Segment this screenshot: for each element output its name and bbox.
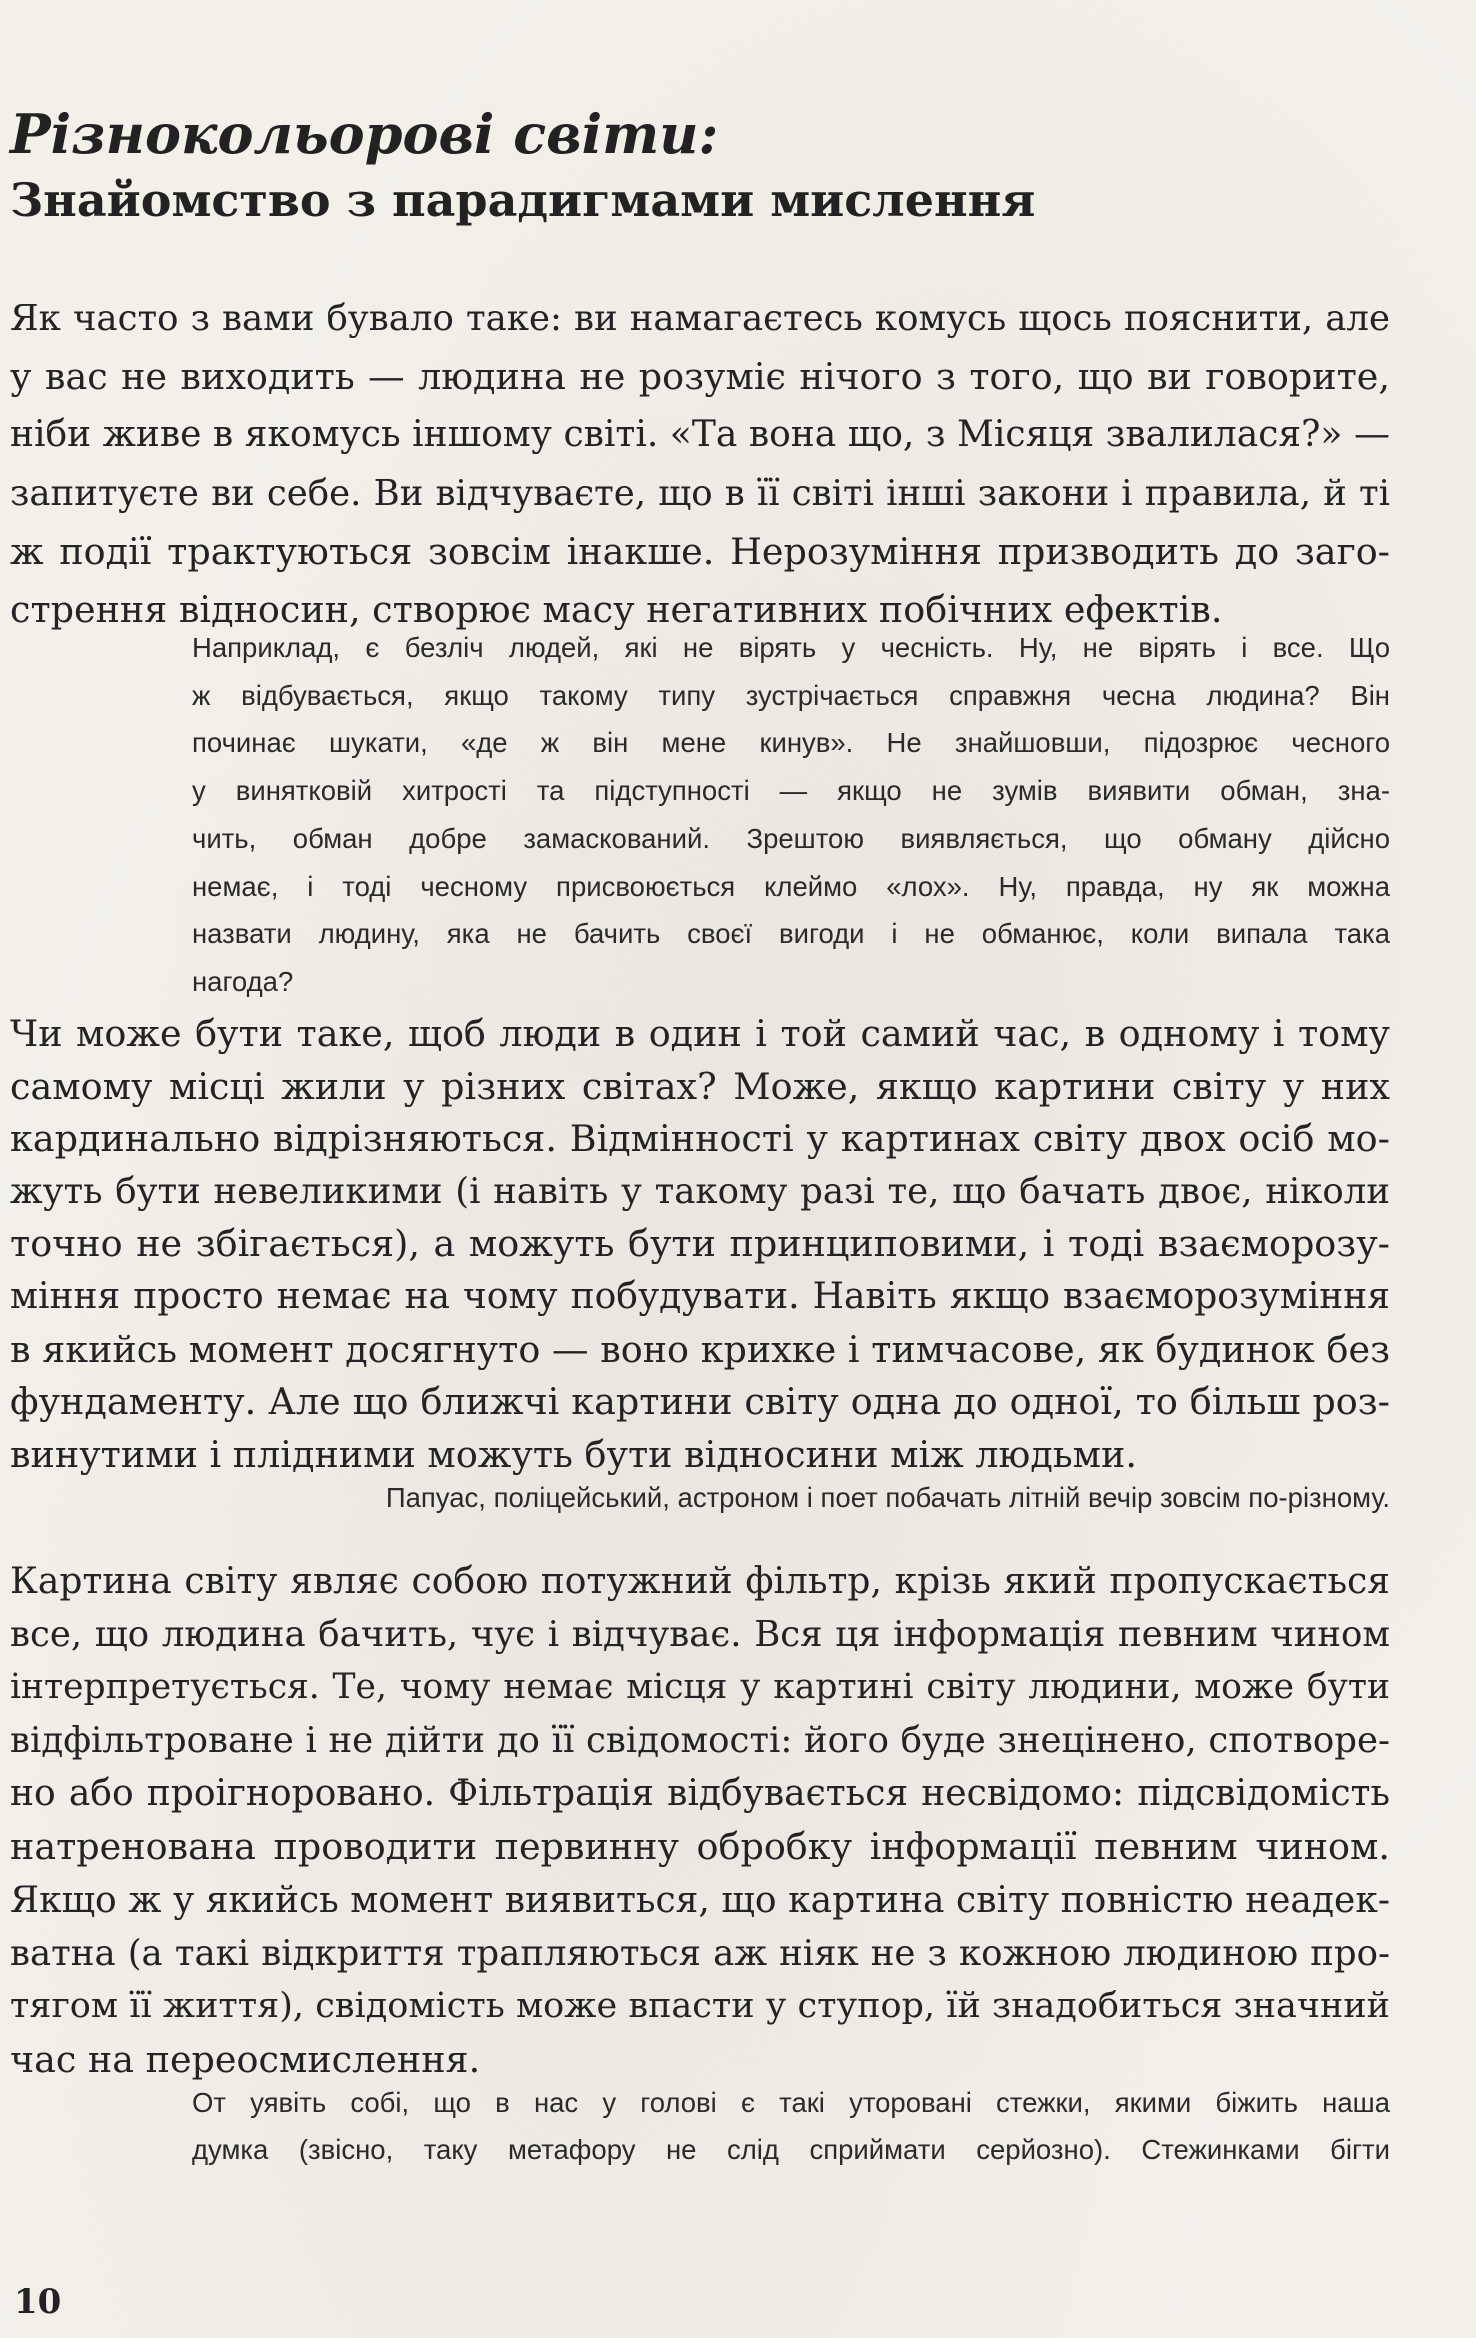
text-line: Картина світу являє собою потужний фільтр, крізь який пропускається	[10, 1561, 1390, 1602]
text-line: натренована проводити первинну обробку інформації певним чином.	[10, 1825, 1390, 1869]
quote-line: нагода?	[192, 965, 294, 997]
text-line: винутими і плідними можуть бути відносини між людьми.	[10, 1432, 1137, 1476]
text-line: все, що людина бачить, чує і відчуває. Вся ця інформація певним чином	[10, 1614, 1390, 1656]
text-line: ніби живе в якомусь іншому світі. «Та вона що, з Місяця звалилася?» —	[10, 414, 1390, 456]
text-line: точно не збігається), а можуть бути принциповими, і тоді взаєморозу-	[10, 1222, 1390, 1266]
metaphor-quote	[192, 2079, 1390, 2173]
text-line: Чи може бути таке, щоб люди в один і той самий час, в одному і тому	[10, 1012, 1390, 1055]
chapter-title-italic: Різнокольорові світи:	[10, 102, 719, 166]
text-line: кардинально відрізняються. Відмінності у картинах світу двох осіб мо-	[10, 1117, 1390, 1161]
quote-line: ж відбувається, якщо такому типу зустрічається справжня чесна людина? Він	[192, 679, 1390, 711]
text-line: міння просто немає на чому побудувати. Навіть якщо взаєморозуміння	[10, 1275, 1390, 1317]
side-note: Папуас, поліцейський, астроном і поет побачать літній вечір зовсім по-різному.	[385, 1482, 1390, 1513]
text-line: Якщо ж у якийсь момент виявиться, що картина світу повністю неадек-	[10, 1879, 1390, 1921]
text-line: тягом її життя), свідомість може впасти у ступор, їй знадобиться значний	[10, 1985, 1390, 2026]
text-line: в якийсь момент досягнуто — воно крихке і тимчасове, як будинок без	[10, 1327, 1390, 1371]
quote-line: починає шукати, «де ж він мене кинув». Не знайшовши, підозрює чесного	[192, 727, 1390, 759]
quote-line: думка (звісно, таку метафору не слід сприймати серйозно). Стежинками бігти	[192, 2134, 1390, 2165]
quote-line: немає, і тоді чесному присвоюється клеймо «лох». Ну, правда, ну як можна	[192, 870, 1390, 902]
chapter-title-main: Знайомство з парадигмами мислення	[10, 173, 1036, 227]
page-number: 10	[14, 2282, 62, 2322]
quote-line: чить, обман добре замаскований. Зрештою виявляється, що обману дійсно	[192, 822, 1390, 854]
text-line: самому місці жили у різних світах? Може, якщо картини світу у них	[10, 1064, 1390, 1108]
text-line: ж події трактуються зовсім інакше. Нерозуміння призводить до заго-	[10, 529, 1390, 573]
quote-line: От уявіть собі, що в нас у голові є такі уторовані стежки, якими біжить наша	[192, 2087, 1390, 2118]
text-line: у вас не виходить — людина не розуміє нічого з того, що ви говорите,	[10, 355, 1390, 399]
text-line: інтерпретується. Те, чому немає місця у картині світу людини, може бути	[10, 1667, 1390, 1708]
paragraph-worlds	[10, 1008, 1390, 1481]
example-quote	[192, 624, 1390, 1006]
text-line: Як часто з вами бувало таке: ви намагаєтесь комусь щось пояснити, але	[10, 298, 1390, 339]
paragraph-filter	[10, 1555, 1390, 2086]
quote-line: у винятковій хитрості та підступності — якщо не зумів виявити обман, зна-	[192, 775, 1390, 807]
paragraph-intro	[10, 290, 1390, 639]
text-line: відфільтроване і не дійти до її свідомості: його буде знецінено, спотворе-	[10, 1720, 1390, 1762]
text-line: запитуєте ви себе. Ви відчуваєте, що в її світі інші закони і правила, й ті	[10, 472, 1390, 514]
text-line: час на переосмислення.	[10, 2037, 481, 2081]
text-line: но або проігноровано. Фільтрація відбувається несвідомо: підсвідомість	[10, 1773, 1390, 1815]
text-line: фундаменту. Але що ближчі картини світу одна до одної, то більш роз-	[10, 1380, 1390, 1424]
quote-line: назвати людину, яка не бачить своєї вигоди і не обманює, коли випала така	[192, 918, 1390, 950]
text-line: жуть бути невеликими (і навіть у такому разі те, що бачать двоє, ніколи	[10, 1170, 1390, 1212]
quote-line: Наприклад, є безліч людей, які не вірять у чесність. Ну, не вірять і все. Що	[192, 632, 1390, 663]
text-line: ватна (а такі відкриття трапляються аж ніяк не з кожною людиною про-	[10, 1932, 1390, 1974]
text-line: стрення відносин, створює масу негативних побічних ефектів.	[10, 588, 1223, 632]
